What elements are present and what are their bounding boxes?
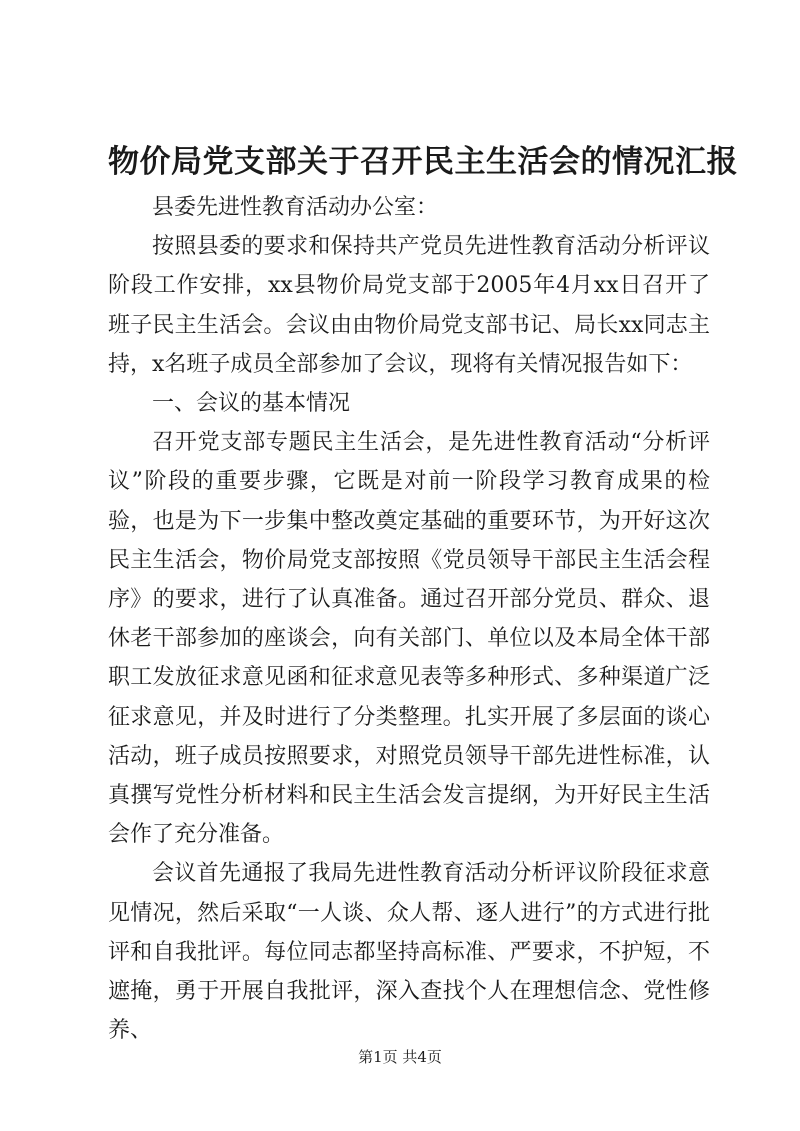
intro-paragraph: 按照县委的要求和保持共产党员先进性教育活动分析评议阶段工作安排，xx县物价局党支部于2005年4月xx日召开了班子民主生活会。会议由由物价局党支部书记、局长xx同志主持，x名班子成员全部参加了会议，现将有关情况报告如下： [108, 234, 710, 377]
document-body [108, 188, 710, 1050]
section-heading: 一、会议的基本情况 [152, 391, 351, 417]
body-paragraph: 召开党支部专题民主生活会，是先进性教育活动“分析评议”阶段的重要步骤，它既是对前一阶段学习教育成果的检验，也是为下一步集中整改奠定基础的重要环节，为开好这次民主生活会，物价局党支部按照《党员领导干部民主生活会程序》的要求，进行了认真准备。通过召开部分党员、群众、退休老干部参加的座谈会，向有关部门、单位以及本局全体干部职工发放征求意见函和征求意见表等多种形式、多种渠道广泛征求意见，并及时进行了分类整理。扎实开展了多层面的谈心活动，班子成员按照要求，对照党员领导干部先进性标准，认真撰写党性分析材料和民主生活会发言提纲，为开好民主生活会作了充分准备。 [108, 430, 710, 848]
page-number-footer: 第1页 共4页 [358, 1048, 442, 1066]
salutation-paragraph: 县委先进性教育活动办公室： [152, 195, 439, 220]
body-paragraph: 会议首先通报了我局先进性教育活动分析评议阶段征求意见情况，然后采取“一人谈、众人帮、逐人进行”的方式进行批评和自我批评。每位同志都坚持高标准、严要求，不护短，不遮掩，勇于开展自我批评，深入查找个人在理想信念、党性修养、 [108, 861, 710, 1044]
document-title: 物价局党支部关于召开民主生活会的情况汇报 [108, 144, 738, 180]
